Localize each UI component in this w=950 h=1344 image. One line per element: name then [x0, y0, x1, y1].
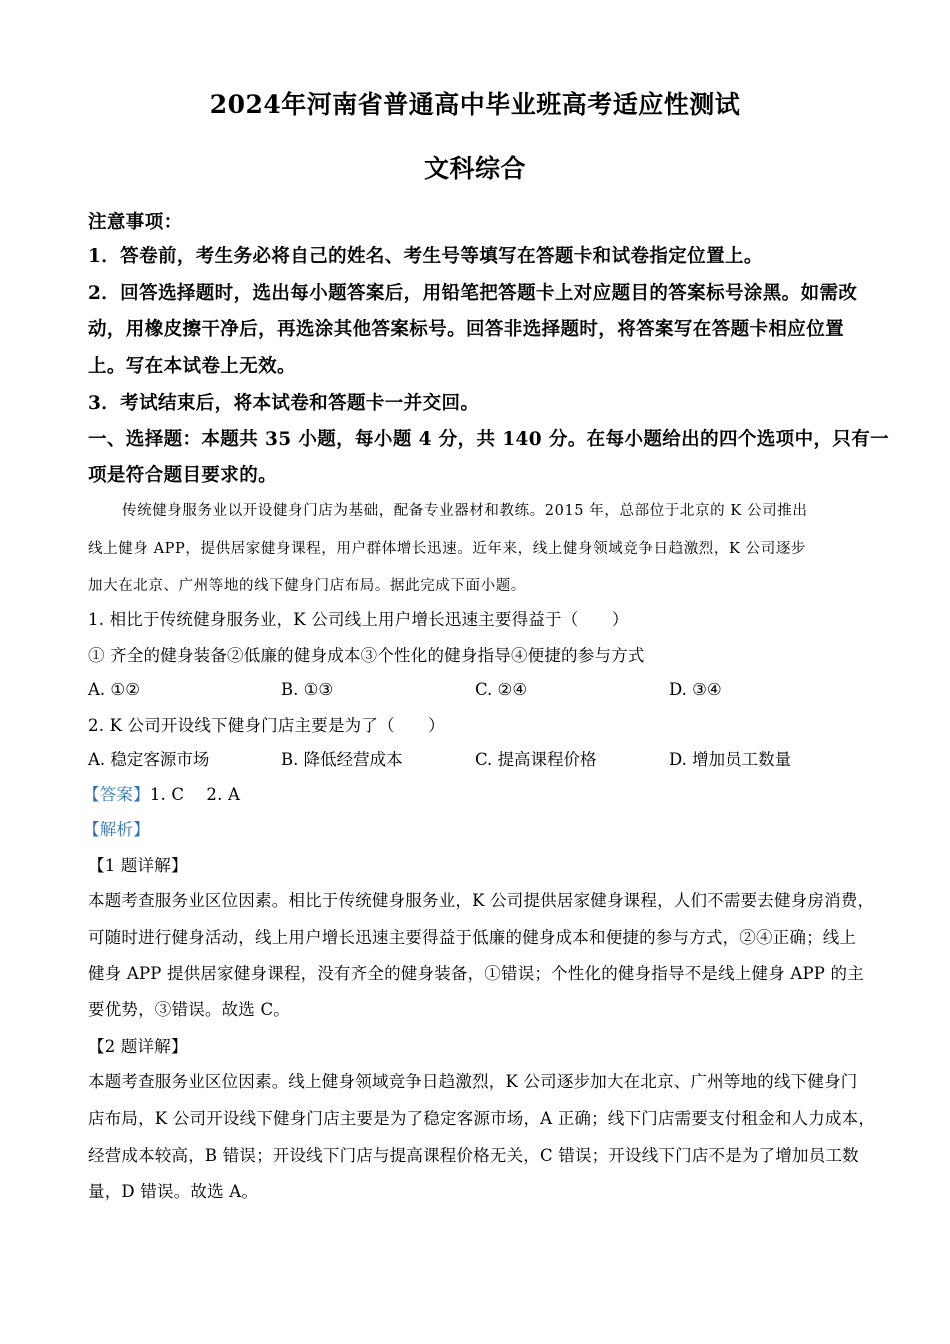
- analysis-line: 本题考查服务业区位因素。线上健身领域竞争日趋激烈，K 公司逐步加大在北京、广州等地的线下健身门: [88, 1072, 858, 1091]
- question-stem: 2. K 公司开设线下健身门店主要是为了（ ）: [88, 716, 445, 735]
- passage-line: 传统健身服务业以开设健身门店为基础，配备专业器材和教练。2015 年，总部位于北京的 K 公司推出: [122, 503, 808, 519]
- analysis-line: 经营成本较高，B 错误；开设线下门店与提高课程价格无关，C 错误；开设线下门店不是为了增加员工数: [88, 1146, 859, 1165]
- option-c: C. ②④: [475, 680, 528, 699]
- notice-line: 3．考试结束后，将本试卷和答题卡一并交回。: [88, 393, 480, 414]
- passage-line: 线上健身 APP，提供居家健身课程，用户群体增长迅速。近年来，线上健身领域竞争日趋激烈，K 公司逐步: [88, 541, 807, 557]
- analysis-line: 要优势，③错误。故选 C。: [88, 1000, 290, 1019]
- analysis-tag: 【解析】: [83, 820, 150, 839]
- analysis-line: 健身 APP 提供居家健身课程，没有齐全的健身装备，①错误；个性化的健身指导不是线上健身 APP 的主: [88, 964, 864, 983]
- answer-tag: 【答案】: [83, 785, 150, 804]
- option-a: A. 稳定客源市场: [88, 750, 210, 769]
- option-b: B. 降低经营成本: [281, 750, 403, 769]
- notice-line: 上。写在本试卷上无效。: [88, 356, 296, 377]
- option-d: D. 增加员工数量: [669, 750, 792, 769]
- section-heading-line: 一、选择题：本题共 35 小题，每小题 4 分，共 140 分。在每小题给出的四个选项中，只有一: [88, 429, 890, 450]
- notice-heading: 注意事项：: [88, 212, 183, 233]
- analysis-heading: 【1 题详解】: [88, 856, 188, 875]
- question-stem: 1. 相比于传统健身服务业，K 公司线上用户增长迅速主要得益于（ ）: [88, 610, 629, 629]
- analysis-heading: 【2 题详解】: [88, 1037, 188, 1056]
- option-b: B. ①③: [281, 680, 334, 699]
- analysis-line: 店布局，K 公司开设线下健身门店主要是为了稳定客源市场，A 正确；线下门店需要支付租金和人力成本，: [88, 1109, 876, 1128]
- notice-line: 2．回答选择题时，选出每小题答案后，用铅笔把答题卡上对应题目的答案标号涂黑。如需改: [88, 283, 858, 304]
- analysis-line: 可随时进行健身活动，线上用户增长迅速主要得益于低廉的健身成本和便捷的参与方式，②④正确；线上: [88, 928, 857, 947]
- option-c: C. 提高课程价格: [475, 750, 597, 769]
- notice-line: 动，用橡皮擦干净后，再选涂其他答案标号。回答非选择题时，将答案写在答题卡相应位置: [88, 319, 845, 340]
- exam-title: 2024年河南省普通高中毕业班高考适应性测试: [209, 90, 741, 119]
- analysis-line: 本题考查服务业区位因素。相比于传统健身服务业，K 公司提供居家健身课程，人们不需要去健身房消费，: [88, 891, 875, 910]
- answer-text: 1. C 2. A: [149, 785, 241, 804]
- question-statements: ① 齐全的健身装备②低廉的健身成本③个性化的健身指导④便捷的参与方式: [88, 646, 645, 665]
- analysis-line: 量，D 错误。故选 A。: [88, 1182, 259, 1201]
- notice-line: 1．答卷前，考生务必将自己的姓名、考生号等填写在答题卡和试卷指定位置上。: [88, 246, 763, 267]
- passage-line: 加大在北京、广州等地的线下健身门店布局。据此完成下面小题。: [88, 578, 526, 594]
- answer-line: [83, 784, 240, 806]
- option-a: A. ①②: [88, 680, 140, 699]
- section-heading-line: 项是符合题目要求的。: [88, 465, 278, 486]
- exam-subject: 文科综合: [423, 154, 526, 183]
- option-d: D. ③④: [669, 680, 722, 699]
